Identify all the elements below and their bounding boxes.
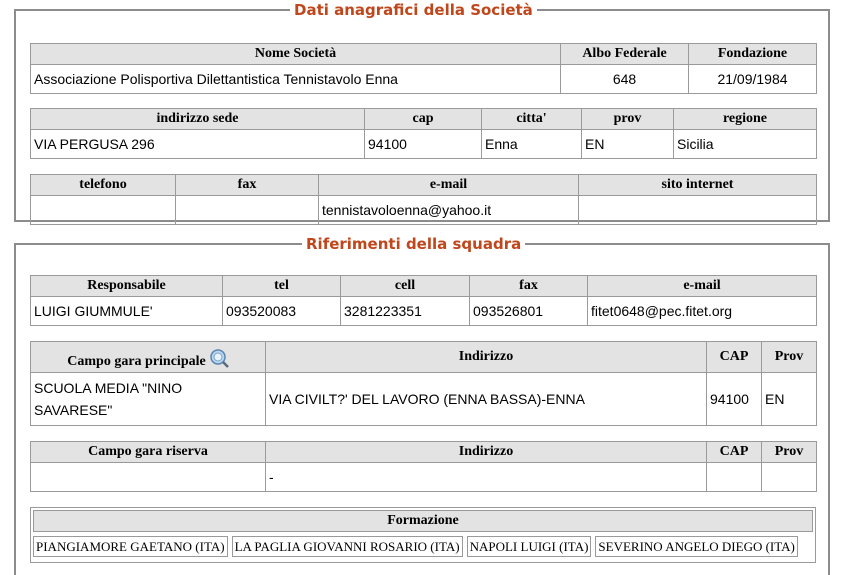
campo-principale-table <box>30 341 817 426</box>
header-regione: regione <box>674 109 817 130</box>
formazione-players <box>33 536 813 557</box>
societa-name-table <box>30 43 817 94</box>
header-responsabile: Responsabile <box>31 276 223 297</box>
value-cap-campo: 94100 <box>707 373 762 426</box>
responsabile-table <box>30 275 817 326</box>
campo-riserva-table <box>30 441 817 492</box>
value-cap-riserva <box>707 463 762 492</box>
value-albo-federale: 648 <box>561 65 689 94</box>
value-campo-riserva <box>31 463 266 492</box>
value-prov-campo: EN <box>762 373 817 426</box>
value-regione: Sicilia <box>674 130 817 159</box>
header-sito-internet: sito internet <box>579 175 817 196</box>
header-cap: CAP <box>707 442 762 463</box>
header-cap: cap <box>365 109 482 130</box>
header-prov: Prov <box>762 442 817 463</box>
value-indirizzo-sede: VIA PERGUSA 296 <box>31 130 365 159</box>
header-fax: fax <box>470 276 588 297</box>
value-email: fitet0648@pec.fitet.org <box>588 297 817 326</box>
header-prov: prov <box>582 109 674 130</box>
header-fondazione: Fondazione <box>689 44 817 65</box>
societa-address-table <box>30 108 817 159</box>
header-email: e-mail <box>588 276 817 297</box>
header-indirizzo: Indirizzo <box>266 342 707 373</box>
header-cap: CAP <box>707 342 762 373</box>
value-telefono <box>31 196 176 225</box>
header-cell: cell <box>341 276 470 297</box>
societa-section <box>14 1 830 222</box>
header-tel: tel <box>223 276 341 297</box>
header-albo-federale: Albo Federale <box>561 44 689 65</box>
value-cap: 94100 <box>365 130 482 159</box>
player-item: NAPOLI LUIGI (ITA) <box>467 536 592 557</box>
header-indirizzo: Indirizzo <box>266 442 707 463</box>
value-prov: EN <box>582 130 674 159</box>
header-campo-principale-label: Campo gara principale <box>67 354 206 369</box>
value-indirizzo-riserva: - <box>266 463 707 492</box>
squadra-legend: Riferimenti della squadra <box>306 235 522 253</box>
value-responsabile: LUIGI GIUMMULE' <box>31 297 223 326</box>
value-fax: 093526801 <box>470 297 588 326</box>
value-fondazione: 21/09/1984 <box>689 65 817 94</box>
value-fax <box>176 196 319 225</box>
value-indirizzo-campo: VIA CIVILT?' DEL LAVORO (ENNA BASSA)-ENNA <box>266 373 707 426</box>
magnifier-icon[interactable] <box>209 348 229 368</box>
value-tel: 093520083 <box>223 297 341 326</box>
header-fax: fax <box>176 175 319 196</box>
header-campo-principale <box>31 342 266 373</box>
header-indirizzo-sede: indirizzo sede <box>31 109 365 130</box>
player-item: LA PAGLIA GIOVANNI ROSARIO (ITA) <box>232 536 463 557</box>
header-nome-societa: Nome Società <box>31 44 561 65</box>
header-telefono: telefono <box>31 175 176 196</box>
value-citta: Enna <box>482 130 582 159</box>
value-prov-riserva <box>762 463 817 492</box>
societa-legend: Dati anagrafici della Società <box>294 1 533 19</box>
header-email: e-mail <box>319 175 579 196</box>
player-item: PIANGIAMORE GAETANO (ITA) <box>33 536 228 557</box>
player-item: SEVERINO ANGELO DIEGO (ITA) <box>595 536 797 557</box>
value-campo-principale: SCUOLA MEDIA "NINO SAVARESE" <box>31 373 266 426</box>
header-citta: citta' <box>482 109 582 130</box>
value-email: tennistavoloenna@yahoo.it <box>319 196 579 225</box>
formazione-title: Formazione <box>33 510 813 532</box>
value-sito-internet <box>579 196 817 225</box>
header-prov: Prov <box>762 342 817 373</box>
value-cell: 3281223351 <box>341 297 470 326</box>
value-nome-societa: Associazione Polisportiva Dilettantistica Tennistavolo Enna <box>31 65 561 94</box>
formazione-box <box>30 507 816 563</box>
squadra-section <box>14 235 830 575</box>
header-campo-riserva: Campo gara riserva <box>31 442 266 463</box>
societa-contacts-table <box>30 174 817 225</box>
